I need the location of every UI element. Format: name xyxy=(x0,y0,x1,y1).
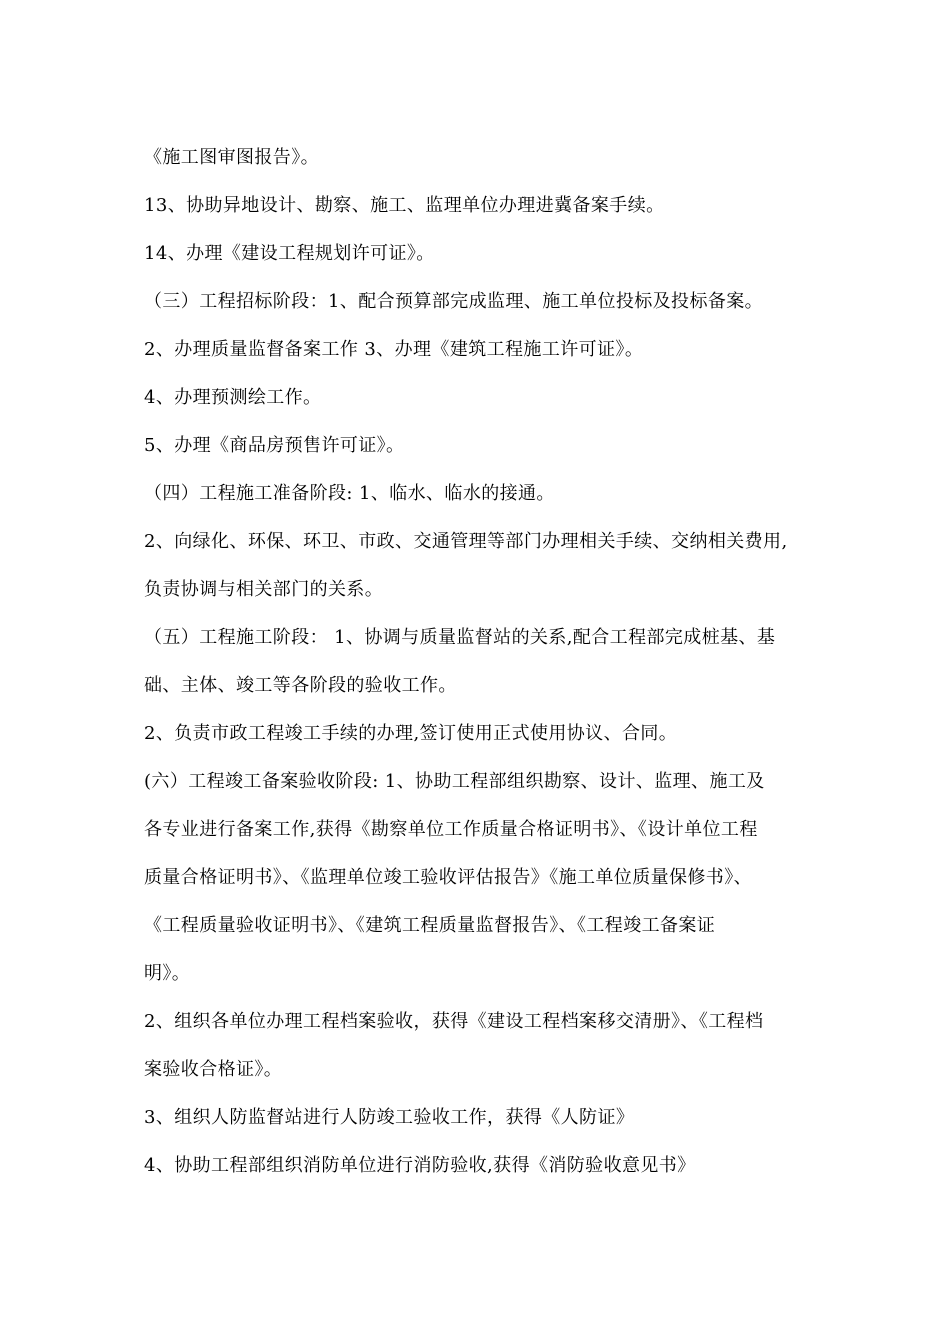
text-line: 各专业进行备案工作,获得《勘察单位工作质量合格证明书》、《设计单位工程 xyxy=(144,819,758,840)
text-line: 4、协助工程部组织消防单位进行消防验收,获得《消防验收意见书》 xyxy=(144,1155,696,1176)
text-line: 4、办理预测绘工作。 xyxy=(144,387,322,408)
text-line: 3、组织人防监督站进行人防竣工验收工作，获得《人防证》 xyxy=(144,1107,635,1128)
text-line: 质量合格证明书》、《监理单位竣工验收评估报告》《施工单位质量保修书》、 xyxy=(144,867,752,888)
text-line: （五）工程施工阶段： 1、协调与质量监督站的关系,配合工程部完成桩基、基 xyxy=(144,627,776,648)
text-line: 案验收合格证》。 xyxy=(144,1059,283,1080)
text-line: 2、向绿化、环保、环卫、市政、交通管理等部门办理相关手续、交纳相关费用, xyxy=(144,531,788,552)
text-line: 13、协助异地设计、勘察、施工、监理单位办理进冀备案手续。 xyxy=(144,195,665,216)
text-line: （三）工程招标阶段：1、配合预算部完成监理、施工单位投标及投标备案。 xyxy=(144,291,764,312)
text-line: 5、办理《商品房预售许可证》。 xyxy=(144,435,405,456)
text-line: 明》。 xyxy=(144,963,191,984)
text-line: 2、组织各单位办理工程档案验收，获得《建设工程档案移交清册》、《工程档 xyxy=(144,1011,764,1032)
text-line: 《工程质量验收证明书》、《建筑工程质量监督报告》、《工程竣工备案证 xyxy=(144,915,716,936)
text-line: 《施工图审图报告》。 xyxy=(144,147,319,168)
text-line: 2、负责市政工程竣工手续的办理,签订使用正式使用协议、合同。 xyxy=(144,723,678,744)
text-line: 2、办理质量监督备案工作 3、办理《建筑工程施工许可证》。 xyxy=(144,339,644,360)
text-line: (六）工程竣工备案验收阶段: 1、协助工程部组织勘察、设计、监理、施工及 xyxy=(144,771,765,792)
text-line: 负责协调与相关部门的关系。 xyxy=(144,579,384,600)
text-line: 础、主体、竣工等各阶段的验收工作。 xyxy=(144,675,457,696)
text-line: 14、办理《建设工程规划许可证》。 xyxy=(144,243,435,264)
text-line: （四）工程施工准备阶段: 1、临水、临水的接通。 xyxy=(144,483,555,504)
